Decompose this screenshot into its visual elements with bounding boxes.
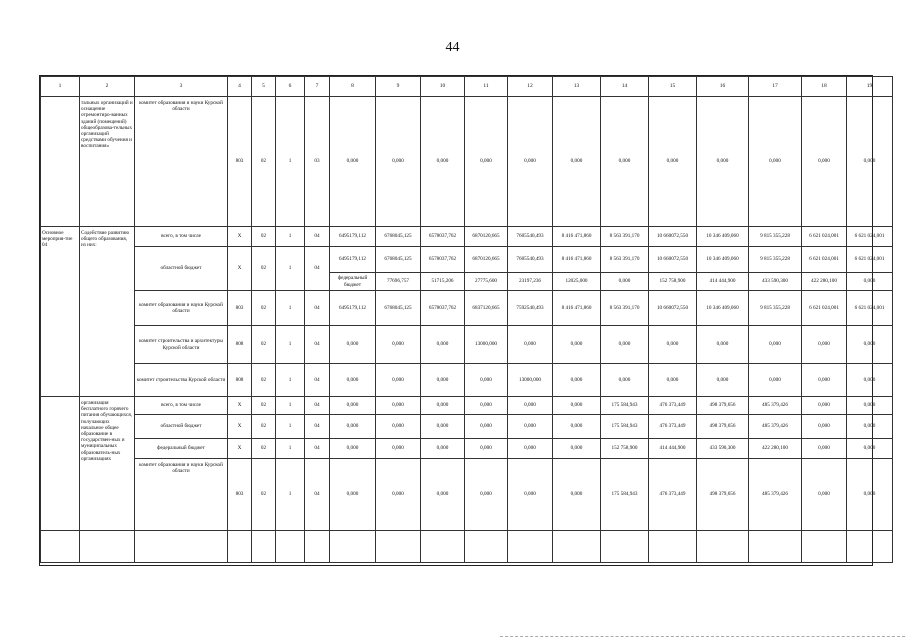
value-cell: 6 621 024,001	[802, 291, 847, 326]
value-cell: 10 346 409,060	[697, 247, 749, 273]
table-cell	[421, 531, 465, 563]
code-cell: 1	[276, 364, 305, 397]
value-cell: 0,000	[802, 326, 847, 364]
value-cell: 0,000	[508, 439, 553, 459]
value-cell: 0,000	[601, 364, 649, 397]
code-cell: 803	[228, 97, 252, 227]
value-cell: 0,000	[330, 439, 376, 459]
value-cell: 0,000	[649, 326, 697, 364]
code-cell: 04	[305, 364, 330, 397]
executor-cell: областной бюджет	[135, 415, 228, 439]
value-cell: 0,000	[421, 364, 465, 397]
code-cell: 04	[305, 459, 330, 531]
executor-cell: комитет образования и науки Курской области	[135, 291, 228, 326]
value-cell: 7605540,493	[508, 227, 553, 247]
value-cell: 6768045,125	[376, 291, 421, 326]
header-cell: 13	[553, 77, 601, 97]
value-cell: 0,000	[649, 97, 697, 227]
table-cell	[649, 531, 697, 563]
value-cell: 51715,206	[421, 273, 465, 291]
table-row	[41, 439, 893, 459]
value-cell: 6578037,762	[421, 227, 465, 247]
table-cell	[228, 531, 252, 563]
value-cell: 0,000	[376, 415, 421, 439]
value-cell: 485 379,426	[749, 397, 802, 415]
code-cell: 1	[276, 415, 305, 439]
code-cell: 1	[276, 326, 305, 364]
value-cell: 27775,600	[465, 273, 508, 291]
table-row	[41, 291, 893, 326]
value-cell: 0,000	[465, 364, 508, 397]
code-cell: 04	[305, 247, 330, 291]
table-cell	[305, 531, 330, 563]
value-cell: 0,000	[465, 459, 508, 531]
value-cell: 13000,000	[508, 364, 553, 397]
table-cell	[847, 531, 893, 563]
value-cell: 0,000	[376, 97, 421, 227]
value-cell: 9 815 355,228	[749, 247, 802, 273]
value-cell: 23197,236	[508, 273, 553, 291]
code-cell: 1	[276, 97, 305, 227]
value-cell: 6495179,112	[330, 247, 376, 273]
value-cell: 0,000	[802, 439, 847, 459]
code-cell: X	[228, 397, 252, 415]
table-cell	[697, 531, 749, 563]
code-cell: 02	[252, 326, 276, 364]
table-row	[41, 247, 893, 273]
table-row	[41, 415, 893, 439]
code-cell: X	[228, 227, 252, 247]
value-cell: 175 584,943	[601, 415, 649, 439]
value-cell: 0,000	[802, 397, 847, 415]
value-cell: 0,000	[697, 97, 749, 227]
value-cell: 6 621 024,001	[847, 227, 893, 247]
code-cell: 02	[252, 364, 276, 397]
table-cell	[802, 531, 847, 563]
executor-cell: федеральный бюджет	[330, 273, 376, 291]
value-cell: 10 660072,550	[649, 227, 697, 247]
code-cell: 02	[252, 397, 276, 415]
value-cell: 8 416 471,860	[553, 247, 601, 273]
value-cell: 6495179,112	[330, 291, 376, 326]
executor-cell: всего, в том числе	[135, 397, 228, 415]
value-cell: 0,000	[847, 364, 893, 397]
header-cell: 18	[802, 77, 847, 97]
value-cell: 0,000	[601, 97, 649, 227]
value-cell: 476 373,449	[649, 459, 697, 531]
value-cell: 7605540,493	[508, 247, 553, 273]
value-cell: 8 563 391,170	[601, 247, 649, 273]
value-cell: 10 660072,550	[649, 291, 697, 326]
value-cell: 0,000	[802, 459, 847, 531]
value-cell: 12025,000	[553, 273, 601, 291]
value-cell: 0,000	[330, 326, 376, 364]
executor-cell: федеральный бюджет	[135, 439, 228, 459]
value-cell: 0,000	[802, 415, 847, 439]
value-cell: 498 379,656	[697, 397, 749, 415]
value-cell: 0,000	[802, 97, 847, 227]
executor-cell: областной бюджет	[135, 247, 228, 291]
value-cell: 476 373,449	[649, 397, 697, 415]
header-cell: 17	[749, 77, 802, 97]
header-cell: 14	[601, 77, 649, 97]
value-cell: 0,000	[465, 397, 508, 415]
table-row	[41, 397, 893, 415]
code-cell: 04	[305, 291, 330, 326]
value-cell: 0,000	[465, 415, 508, 439]
value-cell: 414 444,900	[697, 273, 749, 291]
code-cell: 1	[276, 227, 305, 247]
value-cell: 0,000	[376, 439, 421, 459]
header-cell: 4	[228, 77, 252, 97]
value-cell: 8 416 471,860	[553, 227, 601, 247]
value-cell: 6768045,125	[376, 227, 421, 247]
table-cell	[252, 531, 276, 563]
value-cell: 0,000	[749, 97, 802, 227]
table-row	[41, 97, 893, 227]
value-cell: 8 416 471,860	[553, 291, 601, 326]
value-cell: 0,000	[697, 326, 749, 364]
value-cell: 0,000	[847, 415, 893, 439]
value-cell: 498 379,656	[697, 415, 749, 439]
measure-description: Содействие развитию общего образования, из них:	[80, 227, 135, 397]
code-cell: 02	[252, 291, 276, 326]
value-cell: 175 584,943	[601, 459, 649, 531]
code-cell: X	[228, 439, 252, 459]
value-cell: 0,000	[508, 397, 553, 415]
header-cell: 12	[508, 77, 553, 97]
executor-cell: комитет образования и науки Курской области	[135, 97, 228, 227]
value-cell: 0,000	[601, 273, 649, 291]
main-measure-label: Основное мероприя-тие 04	[41, 227, 80, 397]
table-cell	[80, 531, 135, 563]
executor-cell: комитет строительства Курской области	[135, 364, 228, 397]
value-cell: 0,000	[508, 459, 553, 531]
budget-table-sheet	[39, 75, 885, 566]
code-cell: 02	[252, 459, 276, 531]
table-cell	[465, 531, 508, 563]
table-cell	[41, 397, 80, 531]
table-cell	[601, 531, 649, 563]
value-cell: 0,000	[553, 415, 601, 439]
header-cell: 16	[697, 77, 749, 97]
value-cell: 0,000	[421, 439, 465, 459]
header-cell: 15	[649, 77, 697, 97]
value-cell: 0,000	[749, 364, 802, 397]
value-cell: 433 590,300	[749, 273, 802, 291]
code-cell: 02	[252, 97, 276, 227]
value-cell: 6 621 024,001	[802, 247, 847, 273]
value-cell: 0,000	[376, 364, 421, 397]
value-cell: 414 444,900	[649, 439, 697, 459]
page-number: 44	[445, 40, 460, 55]
value-cell: 0,000	[330, 415, 376, 439]
value-cell: 6578037,762	[421, 247, 465, 273]
code-cell: 02	[252, 415, 276, 439]
code-cell: 04	[305, 397, 330, 415]
value-cell: 6870120,665	[465, 227, 508, 247]
value-cell: 0,000	[465, 97, 508, 227]
value-cell: 0,000	[553, 364, 601, 397]
header-cell: 8	[330, 77, 376, 97]
table-cell	[749, 531, 802, 563]
code-cell: 04	[305, 439, 330, 459]
value-cell: 0,000	[802, 364, 847, 397]
table-cell	[276, 531, 305, 563]
header-row	[41, 77, 893, 97]
header-cell: 2	[80, 77, 135, 97]
value-cell: 0,000	[749, 326, 802, 364]
code-cell: 04	[305, 326, 330, 364]
header-cell: 19	[847, 77, 893, 97]
value-cell: 0,000	[847, 97, 893, 227]
value-cell: 0,000	[330, 397, 376, 415]
code-cell: 808	[228, 364, 252, 397]
value-cell: 175 584,943	[601, 397, 649, 415]
code-cell: 808	[228, 326, 252, 364]
value-cell: 0,000	[553, 459, 601, 531]
value-cell: 6870120,665	[465, 247, 508, 273]
budget-table	[40, 76, 893, 563]
value-cell: 8 563 391,170	[601, 227, 649, 247]
value-cell: 0,000	[847, 459, 893, 531]
value-cell: 0,000	[421, 415, 465, 439]
table-cell	[553, 531, 601, 563]
value-cell: 0,000	[847, 439, 893, 459]
table-cell	[135, 531, 228, 563]
table-cell	[376, 531, 421, 563]
code-cell: 1	[276, 397, 305, 415]
table-row-empty	[41, 531, 893, 563]
table-row	[41, 227, 893, 247]
measure-description: организация бесплатного горячего питания обучающихся, получающих начальное общее образование в государствен-ных и муниципальных образователь-ных организациях	[80, 397, 135, 531]
table-cell	[41, 97, 80, 227]
value-cell: 485 379,426	[749, 415, 802, 439]
value-cell: 6837120,665	[465, 291, 508, 326]
value-cell: 6 621 024,001	[802, 227, 847, 247]
value-cell: 10 660072,550	[649, 247, 697, 273]
code-cell: X	[228, 415, 252, 439]
value-cell: 0,000	[421, 397, 465, 415]
value-cell: 0,000	[508, 415, 553, 439]
code-cell: 02	[252, 247, 276, 291]
code-cell: 03	[305, 97, 330, 227]
code-cell: 803	[228, 291, 252, 326]
value-cell: 9 815 355,228	[749, 227, 802, 247]
table-row	[41, 326, 893, 364]
table-cell	[330, 531, 376, 563]
value-cell: 10 346 409,060	[697, 227, 749, 247]
header-cell: 6	[276, 77, 305, 97]
header-cell: 1	[41, 77, 80, 97]
table-row	[41, 364, 893, 397]
code-cell: 1	[276, 439, 305, 459]
value-cell: 152 758,900	[601, 439, 649, 459]
header-cell: 7	[305, 77, 330, 97]
code-cell: 04	[305, 227, 330, 247]
header-cell: 10	[421, 77, 465, 97]
table-cell	[508, 531, 553, 563]
value-cell: 7592540,493	[508, 291, 553, 326]
code-cell: 04	[305, 415, 330, 439]
header-cell: 3	[135, 77, 228, 97]
value-cell: 0,000	[553, 439, 601, 459]
value-cell: 0,000	[421, 459, 465, 531]
table-row	[41, 459, 893, 531]
code-cell: 1	[276, 459, 305, 531]
value-cell: 422 280,100	[749, 439, 802, 459]
value-cell: 6768045,125	[376, 247, 421, 273]
value-cell: 498 379,656	[697, 459, 749, 531]
value-cell: 0,000	[376, 459, 421, 531]
value-cell: 0,000	[465, 439, 508, 459]
value-cell: 0,000	[330, 364, 376, 397]
header-cell: 11	[465, 77, 508, 97]
executor-cell: комитет образования и науки Курской области	[135, 459, 228, 531]
value-cell: 6 621 024,001	[847, 247, 893, 273]
executor-cell: всего, в том числе	[135, 227, 228, 247]
value-cell: 6495179,112	[330, 227, 376, 247]
value-cell: 422 280,100	[802, 273, 847, 291]
value-cell: 77696,757	[376, 273, 421, 291]
value-cell: 0,000	[421, 97, 465, 227]
scan-edge-line	[500, 636, 905, 638]
value-cell: 0,000	[421, 326, 465, 364]
value-cell: 485 379,426	[749, 459, 802, 531]
value-cell: 0,000	[649, 364, 697, 397]
value-cell: 0,000	[847, 273, 893, 291]
value-cell: 0,000	[847, 397, 893, 415]
value-cell: 8 563 391,170	[601, 291, 649, 326]
value-cell: 0,000	[553, 326, 601, 364]
value-cell: 0,000	[601, 326, 649, 364]
value-cell: 0,000	[697, 364, 749, 397]
value-cell: 13000,000	[465, 326, 508, 364]
value-cell: 0,000	[330, 459, 376, 531]
header-cell: 9	[376, 77, 421, 97]
measure-description: тальных организаций и оснащение отремонтиро-ванных зданий (помещений) общеобразова-тельных организаций средствами обучения и воспитания»	[80, 97, 135, 227]
code-cell: 803	[228, 459, 252, 531]
code-cell: 1	[276, 247, 305, 291]
value-cell: 0,000	[330, 97, 376, 227]
executor-cell: комитет строительства и архитектуры Курской области	[135, 326, 228, 364]
value-cell: 0,000	[553, 397, 601, 415]
value-cell: 0,000	[847, 326, 893, 364]
header-cell: 5	[252, 77, 276, 97]
code-cell: 1	[276, 291, 305, 326]
table-cell	[41, 531, 80, 563]
value-cell: 476 373,449	[649, 415, 697, 439]
value-cell: 10 346 409,060	[697, 291, 749, 326]
value-cell: 0,000	[508, 326, 553, 364]
value-cell: 0,000	[376, 326, 421, 364]
code-cell: 02	[252, 439, 276, 459]
value-cell: 433 590,300	[697, 439, 749, 459]
value-cell: 0,000	[376, 397, 421, 415]
value-cell: 9 815 355,228	[749, 291, 802, 326]
code-cell: 02	[252, 227, 276, 247]
value-cell: 0,000	[508, 97, 553, 227]
code-cell: X	[228, 247, 252, 291]
value-cell: 0,000	[553, 97, 601, 227]
value-cell: 152 758,900	[649, 273, 697, 291]
value-cell: 6 621 024,001	[847, 291, 893, 326]
value-cell: 6578037,762	[421, 291, 465, 326]
